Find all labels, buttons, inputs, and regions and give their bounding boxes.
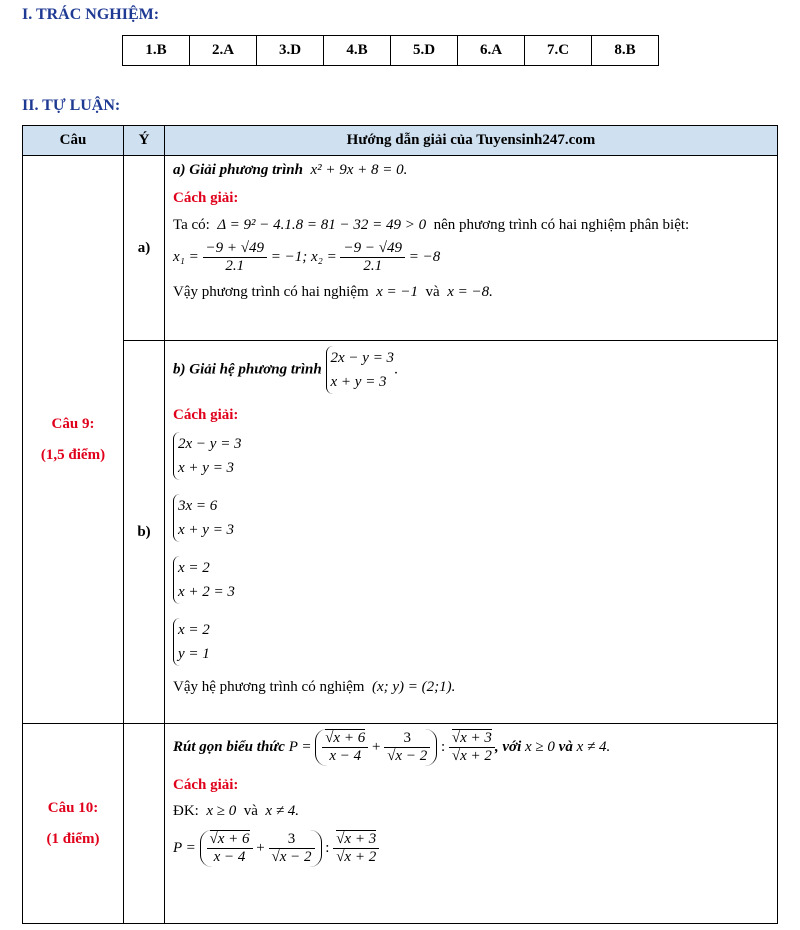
dk-condition-1: x ≥ 0 (206, 803, 237, 819)
f3-numerator-2: √x + 3 (336, 831, 377, 847)
f2-numerator-2: 3 (269, 831, 315, 849)
x1-numerator: −9 + √49 (203, 240, 267, 258)
f2-denominator: √x − 2 (387, 748, 428, 764)
q10-prompt-line (173, 729, 769, 766)
dk-and: và (243, 803, 258, 819)
x2-value: = −8 (408, 248, 441, 265)
question-10-title: Câu 10: (47, 799, 99, 816)
part-b-label: b) (124, 341, 165, 724)
x1-denominator: 2.1 (225, 258, 245, 274)
part-b-solution-pair: (x; y) = (2;1). (371, 679, 456, 695)
question-9-points: (1,5 điểm) (40, 446, 106, 463)
header-cau: Câu (23, 126, 124, 156)
answer-cell: 8.B (592, 36, 659, 66)
answer-cell: 6.A (458, 36, 525, 66)
x2-lhs: x₂ = (310, 248, 337, 265)
q10-method: Cách giải: (173, 777, 239, 793)
delta-formula: Δ = 9² − 4.1.8 = 81 − 32 = 49 > 0 (217, 217, 427, 233)
solution-2: x = −8. (447, 284, 493, 300)
and-word: và (425, 284, 440, 300)
part-a-solution (165, 156, 778, 341)
part-a-prompt: a) Giải phương trình (173, 162, 303, 178)
f2-numerator: 3 (384, 730, 430, 748)
header-y: Ý (124, 126, 165, 156)
f1-denominator: x − 4 (329, 748, 362, 764)
q10-prompt: Rút gọn biểu thức (173, 738, 285, 755)
system-prompt: 2x − y = 3 x + y = 3 (326, 346, 395, 394)
condition-and: và (558, 738, 573, 755)
system-step-3: x = 2 x + 2 = 3 (173, 556, 235, 604)
f3-numerator: √x + 3 (451, 730, 492, 746)
solution-1: x = −1 (376, 284, 419, 300)
part-b-conclusion: Vậy hệ phương trình có nghiệm (173, 679, 365, 695)
part-b-prompt: b) Giải hệ phương trình (173, 361, 322, 378)
condition-1: x ≥ 0 (525, 738, 555, 755)
dk-condition-2: x ≠ 4. (265, 803, 300, 819)
divide-sign: : (440, 738, 446, 755)
part-a-label: a) (124, 156, 165, 341)
x2-fraction (340, 240, 404, 275)
f2-denominator-2: √x − 2 (271, 849, 312, 865)
section-title-essay: II. TỰ LUẬN: (22, 97, 121, 114)
condition-intro: , với (494, 738, 522, 755)
f3-denominator: √x + 2 (451, 748, 492, 764)
answer-cell: 7.C (525, 36, 592, 66)
f1-denominator-2: x − 4 (213, 849, 246, 865)
dk-label: ĐK: (173, 803, 199, 819)
system-step-1: 2x − y = 3 x + y = 3 (173, 432, 242, 480)
q10-expression (173, 830, 769, 867)
question-10-solution (165, 724, 778, 924)
plus-sign-2: + (256, 839, 265, 856)
x1-value: = −1; (270, 248, 308, 265)
question-10-points: (1 điểm) (46, 830, 100, 847)
x2-numerator: −9 − √49 (340, 240, 404, 258)
answer-cell: 4.B (324, 36, 391, 66)
system-step-4: x = 2 y = 1 (173, 618, 210, 666)
roots-line (173, 240, 769, 275)
answer-cell: 5.D (391, 36, 458, 66)
divide-sign-2: : (325, 839, 330, 856)
question-10-part (124, 724, 165, 924)
f3-denominator-2: √x + 2 (336, 849, 377, 865)
plus-sign: + (371, 738, 381, 755)
answer-cell: 1.B (123, 36, 190, 66)
system-end: . (394, 361, 398, 378)
q10-paren (315, 729, 437, 766)
section-title-multiple-choice: I. TRÁC NGHIỆM: (22, 6, 160, 23)
part-a-conclusion: Vậy phương trình có hai nghiệm (173, 284, 369, 300)
p-equals-2: P = (173, 839, 196, 856)
system-step-2: 3x = 6 x + y = 3 (173, 494, 234, 542)
question-9-label (23, 156, 124, 724)
x1-lhs: x₁ = (173, 248, 199, 265)
answer-key-table (122, 35, 659, 66)
f1-numerator-2: √x + 6 (209, 831, 250, 847)
part-b-method: Cách giải: (173, 407, 239, 423)
f1-numerator: √x + 6 (325, 730, 366, 746)
header-guide: Hướng dẫn giải của Tuyensinh247.com (165, 126, 778, 156)
question-9-title: Câu 9: (51, 415, 95, 432)
part-a-equation: x² + 9x + 8 = 0. (310, 162, 408, 178)
x2-denominator: 2.1 (363, 258, 383, 274)
delta-conclusion: nên phương trình có hai nghiệm phân biệt: (433, 217, 690, 233)
part-b-solution (165, 341, 778, 724)
solution-table (22, 125, 778, 924)
delta-intro: Ta có: (173, 217, 210, 233)
answer-cell: 2.A (190, 36, 257, 66)
x1-fraction (203, 240, 267, 275)
question-10-label (23, 724, 124, 924)
part-a-method: Cách giải: (173, 190, 239, 206)
condition-2: x ≠ 4. (576, 738, 611, 755)
p-equals: P = (288, 738, 312, 755)
answer-cell: 3.D (257, 36, 324, 66)
